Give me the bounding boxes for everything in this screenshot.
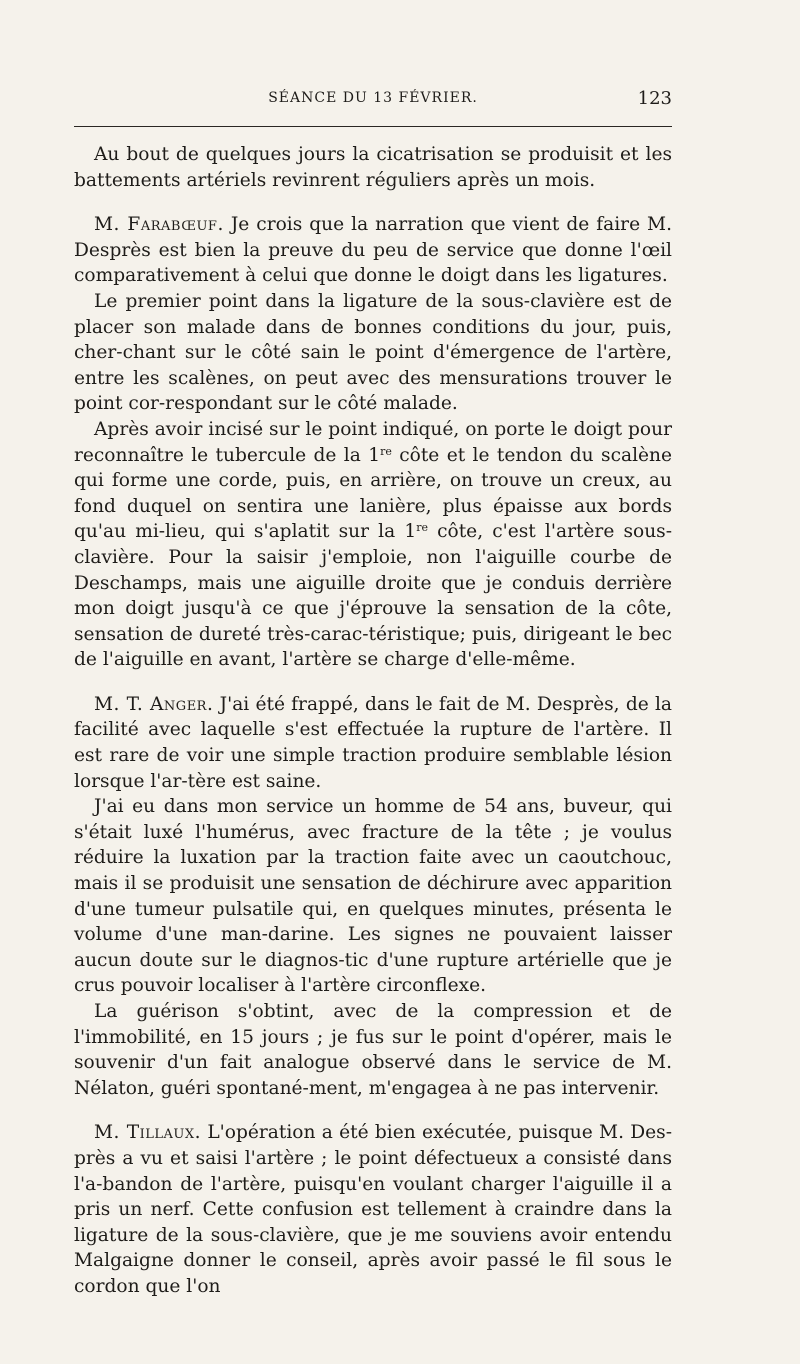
paragraph-5: M. T. Anger. J'ai été frappé, dans le fait de M. Desprès, de la facilité avec laquelle s'est effectuée la rupture de l'artère. Il est rare de voir une simple traction produire semblable lésion lorsque l'ar-tère est saine. xyxy=(74,693,672,792)
page-number: 123 xyxy=(637,88,672,109)
speaker-faraboeuf: M. Farabœuf. xyxy=(94,214,224,236)
speaker-anger: M. T. Anger. xyxy=(94,693,214,715)
paragraph-6: J'ai eu dans mon service un homme de 54 ans, buveur, qui s'était luxé l'humérus, avec fracture de la tête ; je voulus réduire la luxation par la traction faite avec un caoutchouc, mais il se produisit une sensation de déchirure avec apparition d'une tumeur pulsatile qui, en quelques minutes, présenta le volume d'une man-darine. Les signes ne pouvaient laisser aucun doute sur le diagnos-tic d'une rupture artérielle que je crus pouvoir localiser à l'artère circonflexe. xyxy=(74,796,672,997)
body-text xyxy=(74,142,672,1300)
paragraph-4: Après avoir incisé sur le point indiqué, on porte le doigt pour reconnaître le tubercule de la 1re côte et le tendon du scalène qui forme une corde, puis, en arrière, on trouve un creux, au fond duquel on sentira une lanière, plus épaisse aux bords qu'au mi-lieu, qui s'aplatit sur la 1re côte, c'est l'artère sous-clavière. Pour la saisir j'emploie, non l'aiguille courbe de Deschamps, mais une aiguille droite que je conduis derrière mon doigt jusqu'à ce que j'éprouve la sensation de la côte, sensation de dureté très-carac-téristique; puis, dirigeant le bec de l'aiguille en avant, l'artère se charge d'elle-même. xyxy=(74,418,673,671)
paragraph-7: La guérison s'obtint, avec de la compression et de l'immobilité, en 15 jours ; je fus sur le point d'opérer, mais le souvenir d'un fait analogue observé dans le service de M. Nélaton, guéri spontané-ment, m'engagea à ne pas intervenir. xyxy=(74,1001,672,1099)
running-title: SÉANCE DU 13 FÉVRIER. xyxy=(268,90,478,106)
running-head xyxy=(74,88,672,114)
paragraph-1: Au bout de quelques jours la cicatrisation se produisit et les battements artériels revinrent réguliers après un mois. xyxy=(74,144,672,191)
paragraph-2: M. Farabœuf. Je crois que la narration que vient de faire M. Desprès est bien la preuve du peu de service que donne l'œil comparativement à celui que donne le doigt dans les ligatures. xyxy=(74,214,673,287)
header-rule xyxy=(74,126,672,127)
paragraph-8: M. Tillaux. L'opération a été bien exécutée, puisque M. Des-près a vu et saisi l'artère ; le point défectueux a consisté dans l'a-bandon de l'artère, puisqu'en voulant charger l'aiguille il a pris un nerf. Cette confusion est tellement à craindre dans la ligature de la sous-clavière, que je me souviens avoir entendu Malgaigne donner le conseil, après avoir passé le fil sous le cordon que l'on xyxy=(74,1122,672,1297)
speaker-tillaux: M. Tillaux. xyxy=(94,1122,202,1144)
paragraph-3: Le premier point dans la ligature de la sous-clavière est de placer son malade dans de bonnes conditions du jour, puis, cher-chant sur le côté sain le point d'émergence de l'artère, entre les scalènes, on peut avec des mensurations trouver le point cor-respondant sur le côté malade. xyxy=(74,290,672,415)
